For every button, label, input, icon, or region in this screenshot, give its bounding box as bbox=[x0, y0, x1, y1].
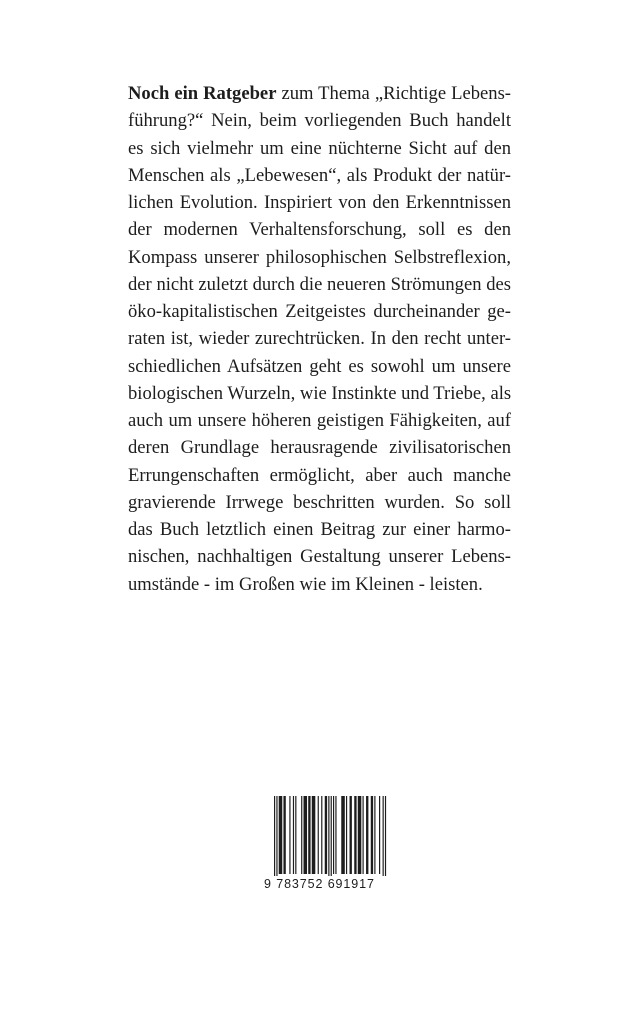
barcode-bar bbox=[304, 796, 308, 874]
barcode-bar bbox=[383, 796, 384, 876]
barcode-bar bbox=[289, 796, 290, 874]
barcode-bar bbox=[379, 796, 380, 874]
barcode-bar bbox=[274, 796, 275, 876]
barcode-bar bbox=[283, 796, 285, 874]
blurb-line: gravierende Irrwege beschritten wurden. So soll bbox=[128, 491, 511, 513]
blurb-line: Errungenschaften ermöglicht, aber auch manche bbox=[128, 464, 511, 486]
barcode-bar bbox=[358, 796, 362, 874]
blurb-line: Kompass unserer philosophischen Selbstreflexion, bbox=[128, 246, 511, 268]
back-cover-blurb bbox=[128, 80, 511, 598]
barcode-bar bbox=[279, 796, 283, 874]
blurb-line: der nicht zuletzt durch die neueren Strömungen des bbox=[128, 273, 511, 295]
blurb-line: auch um unsere höheren geistigen Fähigkeiten, auf bbox=[128, 410, 511, 431]
barcode-bar bbox=[276, 796, 277, 876]
barcode-bar bbox=[346, 796, 347, 874]
blurb-line: raten ist, wieder zurechtrücken. In den recht unter- bbox=[128, 328, 511, 350]
barcode-bar bbox=[371, 796, 373, 874]
barcode-bar bbox=[335, 796, 336, 874]
barcode-bar bbox=[321, 796, 322, 874]
barcode-bar bbox=[341, 796, 345, 874]
blurb-lead: Noch ein Ratgeber bbox=[128, 83, 277, 104]
barcode-bars bbox=[264, 796, 392, 876]
barcode-bar bbox=[366, 796, 368, 874]
barcode-bar bbox=[325, 796, 327, 874]
blurb-line: lichen Evolution. Inspiriert von den Erkenntnissen bbox=[128, 192, 511, 213]
barcode-bar bbox=[331, 796, 332, 876]
blurb-line bbox=[128, 80, 511, 107]
blurb-line: deren Grundlage herausragende zivilisatorischen bbox=[128, 437, 511, 459]
blurb-line: es sich vielmehr um eine nüchterne Sicht auf den bbox=[128, 137, 511, 159]
barcode-bar bbox=[363, 796, 364, 874]
barcode-bar bbox=[293, 796, 294, 874]
barcode-bar bbox=[312, 796, 316, 874]
barcode-bar bbox=[374, 796, 375, 874]
blurb-line-text: zum Thema „Richtige Lebens- bbox=[276, 83, 511, 104]
barcode-bar bbox=[318, 796, 319, 874]
barcode-bar bbox=[301, 796, 302, 874]
blurb-line: führung?“ Nein, beim vorliegenden Buch handelt bbox=[128, 110, 511, 132]
isbn-barcode bbox=[264, 796, 392, 904]
blurb-line: der modernen Verhaltensforschung, soll es den bbox=[128, 219, 511, 241]
barcode-bar bbox=[354, 796, 356, 874]
barcode-digits: 9 783752 691917 bbox=[264, 877, 375, 891]
barcode-bar bbox=[328, 796, 329, 876]
barcode-bar bbox=[350, 796, 352, 874]
blurb-line: umstände - im Großen wie im Kleinen - leisten. bbox=[128, 573, 483, 595]
barcode-bar bbox=[308, 796, 310, 874]
barcode-bar bbox=[295, 796, 296, 874]
barcode-bar bbox=[333, 796, 334, 874]
blurb-line: nischen, nachhaltigen Gestaltung unserer Lebens- bbox=[128, 546, 511, 568]
blurb-line: schiedlichen Aufsätzen geht es sowohl um unsere bbox=[128, 355, 511, 377]
barcode-bar bbox=[385, 796, 386, 876]
blurb-line: das Buch letztlich einen Beitrag zur einer harmo- bbox=[128, 519, 511, 540]
blurb-line: Menschen als „Lebewesen“, als Produkt der natür- bbox=[128, 164, 511, 186]
blurb-line: biologischen Wurzeln, wie Instinkte und Triebe, als bbox=[128, 382, 512, 404]
blurb-line: öko-kapitalistischen Zeitgeistes durcheinander ge- bbox=[128, 301, 511, 322]
